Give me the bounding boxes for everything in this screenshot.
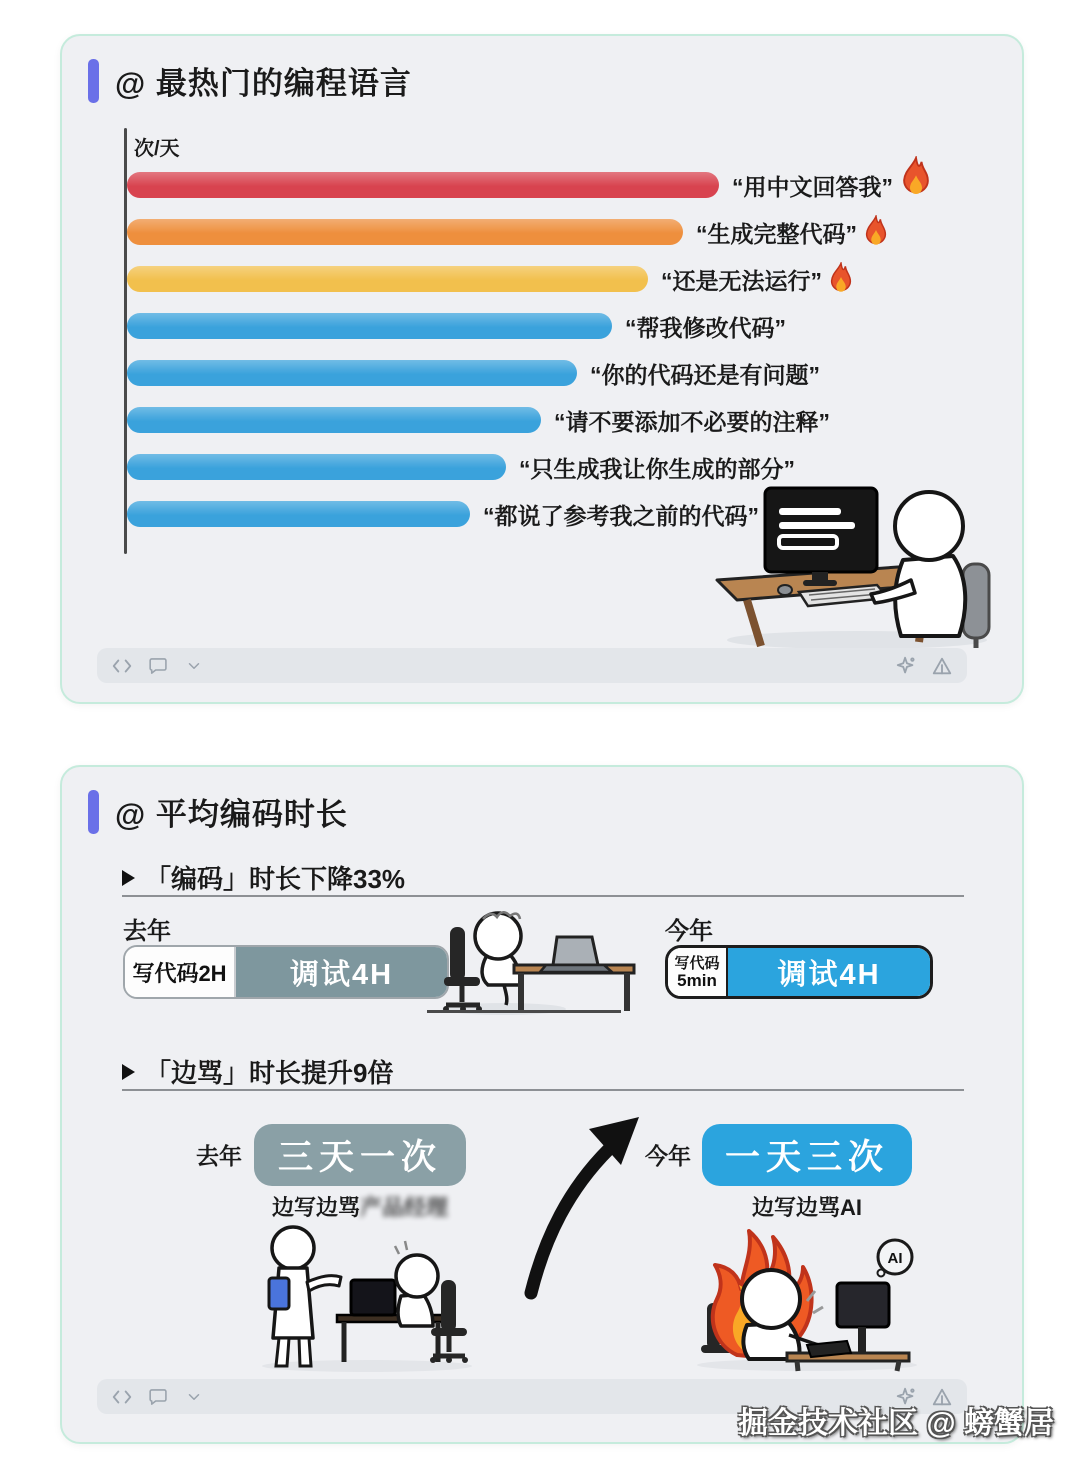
card-average-coding-time xyxy=(60,765,1024,1444)
chevron-down-icon[interactable] xyxy=(183,1386,205,1408)
lastyear-label: 去年 xyxy=(196,1143,242,1169)
code-icon[interactable] xyxy=(111,1386,133,1408)
card1-header xyxy=(88,58,412,103)
card2-title: @ 平均编码时长 xyxy=(115,797,348,832)
bar-label: “只生成我让你生成的部分” xyxy=(519,455,795,482)
bar-label: “帮我修改代码” xyxy=(625,314,786,341)
cartoon-coder-at-desktop xyxy=(707,468,1017,653)
bar xyxy=(127,407,541,433)
bar-row xyxy=(127,172,1007,198)
bar-label: “生成完整代码” xyxy=(696,220,857,247)
lastyear-caption: 边写边骂产品经理 xyxy=(271,1195,449,1220)
bar-label: “都说了参考我之前的代码” xyxy=(483,502,759,529)
bar-label: “你的代码还是有问题” xyxy=(590,361,820,388)
bar-row xyxy=(127,360,1007,386)
bar-row xyxy=(127,407,1007,433)
bar xyxy=(127,313,612,339)
card-popular-languages xyxy=(60,34,1024,704)
bar-row xyxy=(127,266,1007,292)
cartoon-manager-scolding-coder xyxy=(247,1222,487,1374)
comment-icon[interactable] xyxy=(147,1386,169,1408)
card1-title: @ 最热门的编程语言 xyxy=(115,66,412,101)
cartoon-burning-coder-ai xyxy=(677,1205,922,1373)
write-code-segment: 写代码 5min xyxy=(668,948,728,996)
divider xyxy=(122,895,964,897)
lastyear-frequency-badge: 三天一次 xyxy=(254,1124,466,1186)
comment-icon[interactable] xyxy=(147,655,169,677)
lastyear-label: 去年 xyxy=(123,918,171,945)
bar-row xyxy=(127,313,1007,339)
flame-icon xyxy=(897,156,935,201)
bar-label: “还是无法运行” xyxy=(661,267,822,294)
section2-heading: 「边骂」时长提升9倍 xyxy=(122,1053,393,1090)
title-accent-bar xyxy=(88,790,99,834)
divider xyxy=(122,1089,964,1091)
write-code-segment: 写代码2H xyxy=(125,947,236,997)
debug-segment: 调试4H xyxy=(236,947,447,997)
section-marker-icon xyxy=(122,1064,135,1080)
cartoon-tired-coder-laptop xyxy=(434,905,644,1017)
bar xyxy=(127,266,648,292)
debug-segment: 调试4H xyxy=(728,948,930,996)
lastyear-time-bar xyxy=(123,945,449,999)
thisyear-time-bar xyxy=(665,945,933,999)
section1-heading: 「编码」时长下降33% xyxy=(122,859,405,896)
bar xyxy=(127,501,470,527)
bar xyxy=(127,360,577,386)
bar-label: “请不要添加不必要的注释” xyxy=(554,408,830,435)
y-axis-label: 次/天 xyxy=(134,138,180,160)
flame-icon xyxy=(861,215,891,250)
section-marker-icon xyxy=(122,870,135,886)
bar xyxy=(127,219,683,245)
ground-line xyxy=(427,1010,621,1013)
card1-toolbar xyxy=(97,648,967,683)
thisyear-caption: 边写边骂AI xyxy=(751,1195,862,1220)
thisyear-label: 今年 xyxy=(665,918,713,945)
send-icon[interactable] xyxy=(931,655,953,677)
card2-header xyxy=(88,789,348,834)
chevron-down-icon[interactable] xyxy=(183,655,205,677)
thisyear-label: 今年 xyxy=(645,1143,691,1169)
title-accent-bar xyxy=(88,59,99,103)
watermark: 掘金技术社区 @ 螃蟹居 xyxy=(738,1407,1054,1440)
bar xyxy=(127,454,506,480)
flame-icon xyxy=(826,262,856,297)
censored-text: 产品经理 xyxy=(360,1195,449,1220)
bar-label: “用中文回答我” xyxy=(732,173,893,200)
bar xyxy=(127,172,719,198)
bar-row xyxy=(127,219,1007,245)
thisyear-frequency-badge: 一天三次 xyxy=(702,1124,912,1186)
sparkle-icon[interactable] xyxy=(895,655,917,677)
ai-bubble-label: AI xyxy=(887,1250,903,1267)
code-icon[interactable] xyxy=(111,655,133,677)
growth-arrow-icon xyxy=(517,1107,652,1302)
